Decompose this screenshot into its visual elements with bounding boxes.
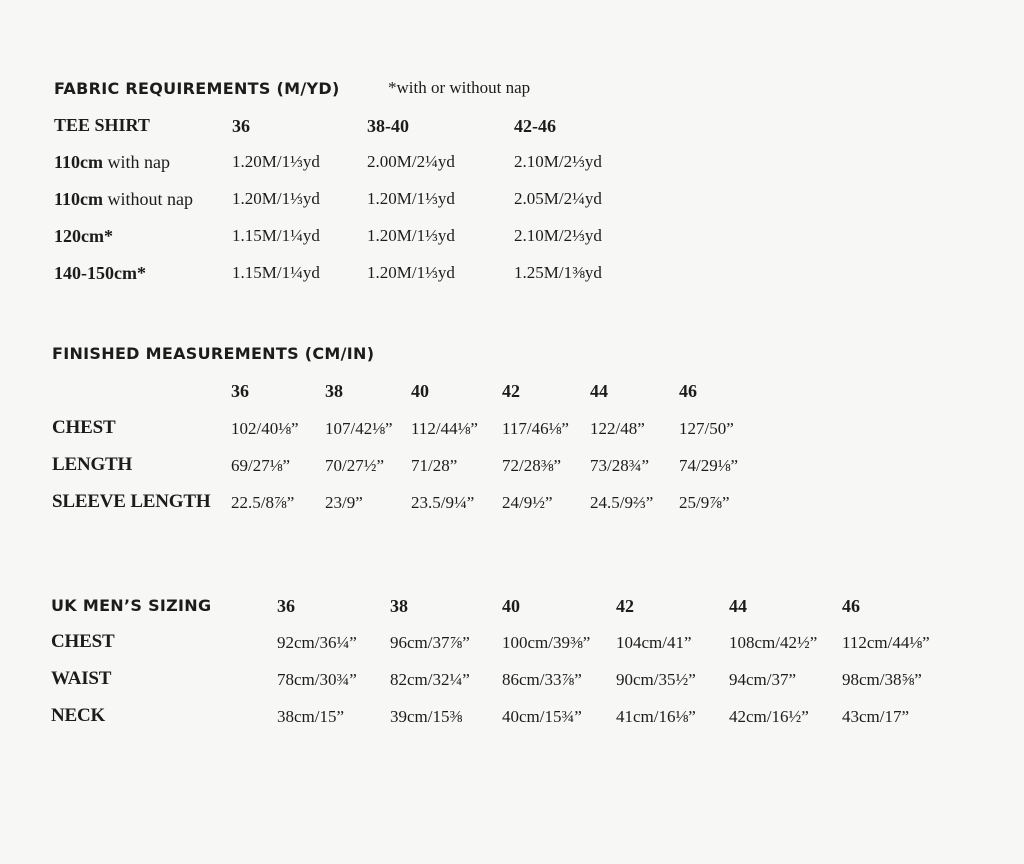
finished-cell: 72/28⅜” [502, 456, 562, 475]
uk-cell: 92cm/36¼” [277, 633, 357, 652]
uk-cell: 43cm/17” [842, 707, 910, 726]
fabric-cell: 2.10M/2⅓yd [514, 226, 602, 245]
finished-cell: 127/50” [679, 419, 734, 438]
fabric-row-label: 110cm with nap [54, 152, 170, 172]
uk-cell: 112cm/44⅛” [842, 633, 930, 652]
fabric-cell: 1.20M/1⅓yd [367, 226, 455, 245]
uk-row-label: NECK [51, 705, 106, 726]
uk-cell: 39cm/15⅜ [390, 707, 463, 726]
uk-cell: 82cm/32¼” [390, 670, 470, 689]
fabric-row-label: 140-150cm* [54, 263, 146, 283]
uk-cell: 104cm/41” [616, 633, 692, 652]
uk-header-size: 42 [616, 596, 634, 616]
uk-cell: 100cm/39⅜” [502, 633, 591, 652]
fabric-row-label: 120cm* [54, 226, 113, 246]
uk-cell: 42cm/16½” [729, 707, 809, 726]
finished-cell: 74/29⅛” [679, 456, 739, 475]
uk-header-size: 38 [390, 596, 408, 616]
fabric-cell: 2.00M/2¼yd [367, 152, 455, 171]
fabric-cell: 1.20M/1⅓yd [232, 152, 320, 171]
finished-header-size: 40 [411, 381, 429, 401]
uk-cell: 41cm/16⅛” [616, 707, 696, 726]
uk-sizing-title: UK MEN’S SIZING [51, 596, 212, 615]
fabric-cell: 1.20M/1⅓yd [367, 263, 455, 282]
uk-cell: 78cm/30¾” [277, 670, 357, 689]
finished-header-size: 44 [590, 381, 608, 401]
finished-row-label: LENGTH [52, 454, 133, 475]
finished-cell: 23.5/9¼” [411, 493, 475, 512]
uk-cell: 108cm/42½” [729, 633, 818, 652]
finished-header-size: 46 [679, 381, 697, 401]
finished-cell: 23/9” [325, 493, 363, 512]
finished-cell: 69/27⅛” [231, 456, 291, 475]
finished-cell: 70/27½” [325, 456, 385, 475]
fabric-cell: 1.20M/1⅓yd [232, 189, 320, 208]
finished-row-label: SLEEVE LENGTH [52, 491, 211, 512]
fabric-title: FABRIC REQUIREMENTS (M/YD) [54, 79, 340, 98]
finished-cell: 24.5/9⅔” [590, 493, 654, 512]
finished-cell: 22.5/8⅞” [231, 493, 295, 512]
finished-header-size: 38 [325, 381, 343, 401]
uk-cell: 40cm/15¾” [502, 707, 582, 726]
uk-header-size: 40 [502, 596, 520, 616]
fabric-cell: 1.25M/1⅜yd [514, 263, 602, 282]
finished-header-size: 42 [502, 381, 520, 401]
uk-header-size: 36 [277, 596, 295, 616]
fabric-cell: 1.15M/1¼yd [232, 226, 320, 245]
uk-row-label: WAIST [51, 668, 112, 689]
finished-title: FINISHED MEASUREMENTS (CM/IN) [52, 344, 375, 363]
fabric-cell: 1.20M/1⅓yd [367, 189, 455, 208]
fabric-header-size: 36 [232, 116, 250, 136]
fabric-header-size: 42-46 [514, 116, 556, 136]
uk-cell: 96cm/37⅞” [390, 633, 470, 652]
finished-header-size: 36 [231, 381, 249, 401]
uk-cell: 94cm/37” [729, 670, 797, 689]
fabric-note: *with or without nap [388, 78, 531, 97]
uk-header-size: 46 [842, 596, 860, 616]
fabric-cell: 2.10M/2⅓yd [514, 152, 602, 171]
fabric-header-size: 38-40 [367, 116, 409, 136]
fabric-header-garment: TEE SHIRT [54, 115, 150, 135]
finished-cell: 71/28” [411, 456, 458, 475]
finished-cell: 117/46⅛” [502, 419, 569, 438]
uk-cell: 98cm/38⅝” [842, 670, 922, 689]
uk-cell: 90cm/35½” [616, 670, 696, 689]
fabric-cell: 1.15M/1¼yd [232, 263, 320, 282]
finished-cell: 112/44⅛” [411, 419, 478, 438]
finished-cell: 122/48” [590, 419, 645, 438]
uk-row-label: CHEST [51, 631, 115, 652]
finished-cell: 102/40⅛” [231, 419, 299, 438]
fabric-cell: 2.05M/2¼yd [514, 189, 602, 208]
finished-cell: 25/9⅞” [679, 493, 730, 512]
finished-cell: 73/28¾” [590, 456, 650, 475]
finished-cell: 107/42⅛” [325, 419, 393, 438]
uk-header-size: 44 [729, 596, 747, 616]
uk-cell: 86cm/33⅞” [502, 670, 582, 689]
uk-cell: 38cm/15” [277, 707, 345, 726]
fabric-row-label: 110cm without nap [54, 189, 193, 209]
finished-row-label: CHEST [52, 417, 116, 438]
finished-cell: 24/9½” [502, 493, 553, 512]
